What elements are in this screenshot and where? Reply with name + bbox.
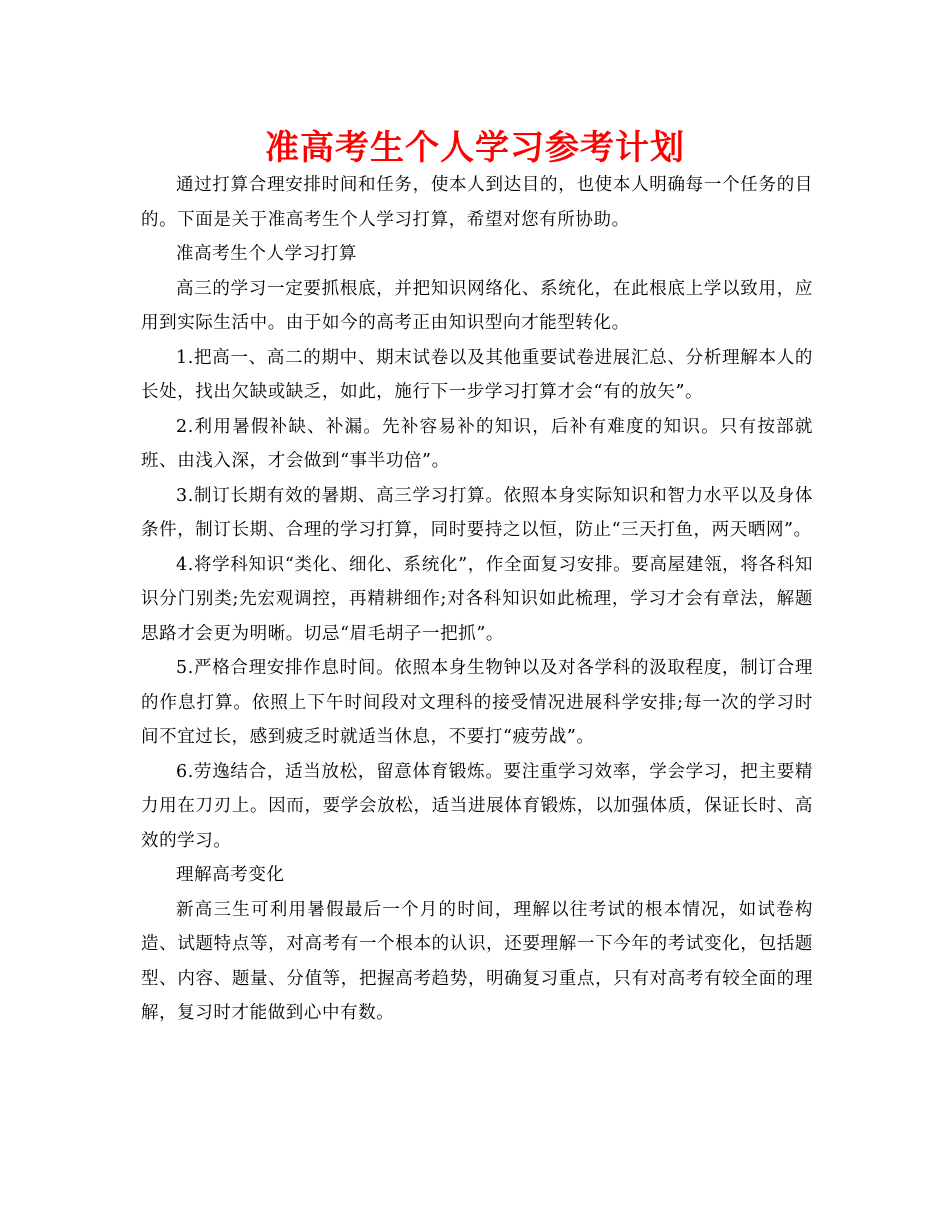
list-item-2: 2.利用暑假补缺、补漏。先补容易补的知识，后补有难度的知识。只有按部就班、由浅入深，才会做到“事半功倍”。: [141, 416, 813, 471]
section-heading-exam-changes: 理解高考变化: [176, 865, 285, 885]
list-item-4: 4.将学科知识“类化、细化、系统化”，作全面复习安排。要高屋建瓴，将各科知识分门别类;先宏观调控，再精耕细作;对各科知识如此梳理，学习才会有章法，解题思路才会更为明晰。切忌“眉毛胡子一把抓”。: [141, 554, 813, 644]
list-item-6: 6.劳逸结合，适当放松，留意体育锻炼。要注重学习效率，学会学习，把主要精力用在刀刃上。因而，要学会放松，适当进展体育锻炼，以加强体质，保证长时、高效的学习。: [141, 761, 813, 851]
list-item-3: 3.制订长期有效的暑期、高三学习打算。依照本身实际知识和智力水平以及身体条件，制订长期、合理的学习打算，同时要持之以恒，防止“三天打鱼，两天晒网”。: [141, 485, 813, 540]
paragraph-exam-changes: 新高三生可利用暑假最后一个月的时间，理解以往考试的根本情况，如试卷构造、试题特点等，对高考有一个根本的认识，还要理解一下今年的考试变化，包括题型、内容、题量、分值等，把握高考趋势，明确复习重点，只有对高考有较全面的理解，复习时才能做到心中有数。: [141, 899, 813, 1023]
list-item-1: 1.把高一、高二的期中、期末试卷以及其他重要试卷进展汇总、分析理解本人的长处，找出欠缺或缺乏，如此，施行下一步学习打算才会“有的放矢”。: [141, 347, 813, 402]
intro-paragraph: 通过打算合理安排时间和任务，使本人到达目的，也使本人明确每一个任务的目的。下面是关于准高考生个人学习打算，希望对您有所协助。: [141, 175, 813, 230]
document-body: [141, 168, 813, 1031]
document-title: 准高考生个人学习参考计划: [265, 128, 685, 168]
section-heading-study-plan: 准高考生个人学习打算: [176, 244, 357, 264]
list-item-5: 5.严格合理安排作息时间。依照本身生物钟以及对各学科的汲取程度，制订合理的作息打算。依照上下午时间段对文理科的接受情况进展科学安排;每一次的学习时间不宜过长，感到疲乏时就适当休息，不要打“疲劳战”。: [141, 658, 813, 747]
paragraph-fundamentals: 高三的学习一定要抓根底，并把知识网络化、系统化，在此根底上学以致用，应用到实际生活中。由于如今的高考正由知识型向才能型转化。: [141, 278, 813, 333]
